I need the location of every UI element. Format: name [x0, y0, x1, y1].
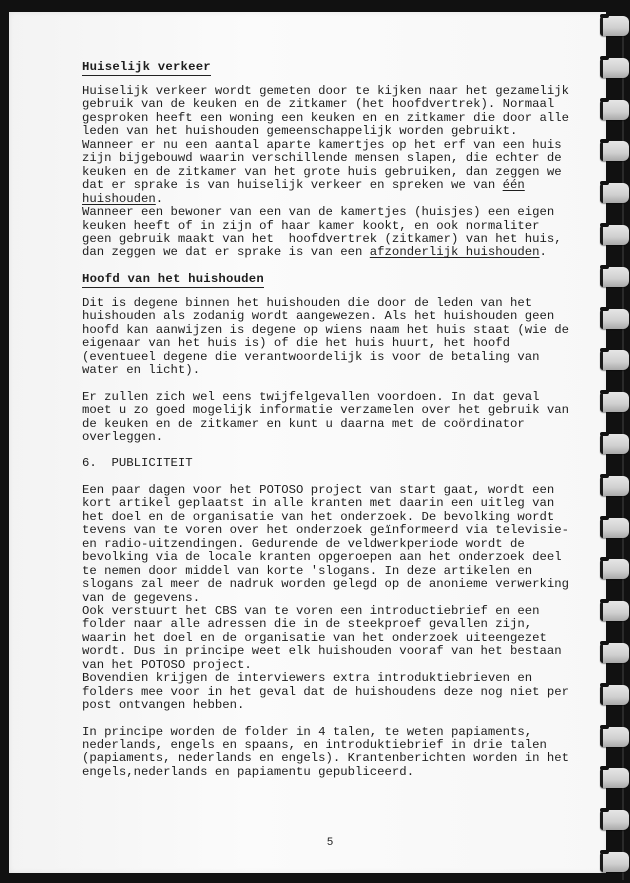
binding-ring — [600, 16, 629, 36]
text-line: het doel en de organisatie van het onderzoek. De bevolking wordt — [82, 509, 555, 524]
underlined-term-afzonderlijk-huishouden: afzonderlijk huishouden — [369, 245, 540, 260]
text-line: huishouden als zodanig wordt aangewezen. Als het huishouden geen — [82, 309, 555, 324]
binding-ring — [600, 183, 629, 203]
binding-ring — [600, 727, 629, 747]
text-line: van de gegevens. — [82, 590, 201, 605]
binding-ring — [600, 810, 629, 830]
paragraph-huiselijk-verkeer — [82, 85, 582, 260]
text-line: water en licht). — [82, 363, 201, 378]
text-line: (eventueel degene die verantwoordelijk is voor de betaling van — [82, 349, 540, 364]
binding-ring — [600, 58, 629, 78]
binding-ring — [600, 601, 629, 621]
binding-ring — [600, 518, 629, 538]
text-line: folder naar alle adressen die in de steekproef gevallen zijn, — [82, 617, 533, 632]
text-line: eigenaar van het huis is) of die het huis huurt, het hoofd — [82, 336, 511, 351]
text-line: folders mee voor in het geval dat de huishoudens deze nog niet per — [82, 684, 570, 699]
text-fragment: . — [155, 191, 164, 206]
binding-ring — [600, 100, 629, 120]
text-line: de keuken en de zitkamer en kunt u daarna met de coördinator — [82, 416, 525, 431]
text-line: slogans zal meer de nadruk worden gelegd op de anonieme verwerking — [82, 577, 570, 592]
text-line: van het POTOSO project. — [82, 657, 252, 672]
text-line: zijn bijgebouwd waarin verschillende mensen slapen, die echter de — [82, 151, 562, 166]
paragraph-hoofd-definition — [82, 297, 582, 378]
paragraph-twijfelgevallen — [82, 391, 582, 445]
spiral-binding — [596, 0, 630, 883]
text-line: keuken heeft of in zijn of haar kamer kookt, en ook normaliter — [82, 218, 540, 233]
text-line: In principe worden de folder in 4 talen, te weten papiaments, — [82, 724, 533, 739]
text-line: Een paar dagen voor het POTOSO project van start gaat, wordt een — [82, 482, 555, 497]
binding-ring — [600, 852, 629, 872]
text-fragment: dat er sprake is van huiselijk verkeer en spreken we van — [82, 178, 503, 193]
text-line: te nemen door middel van korte 'slogans. In deze artikelen en — [82, 563, 533, 578]
binding-ring — [600, 141, 629, 161]
text-line: Wanneer een bewoner van een van de kamertjes (huisjes) een eigen — [82, 205, 555, 220]
text-line: kort artikel geplaatst in alle kranten met daarin een uitleg van — [82, 496, 555, 511]
binding-ring — [600, 768, 629, 788]
paragraph-talen — [82, 726, 582, 780]
text-line — [82, 246, 582, 259]
binding-ring — [600, 559, 629, 579]
text-line: nederlands, engels en spaans, en introduktiebrief in drie talen — [82, 738, 547, 753]
text-line: moet u zo goed mogelijk informatie verzamelen over het gebruik van — [82, 403, 570, 418]
document-page — [9, 12, 606, 873]
binding-ring — [600, 434, 629, 454]
heading-publiciteit: 6. PUBLICITEIT — [82, 456, 193, 471]
text-line: wordt. Dus in principe weet elk huishouden vooraf van het bestaan — [82, 644, 562, 659]
text-line: leden van het huishouden gemeenschappelijk worden gebruikt. — [82, 124, 518, 139]
text-line: waarin het doel en de organisatie van het onderzoek uiteengezet — [82, 630, 547, 645]
text-line: Er zullen zich wel eens twijfelgevallen voordoen. In dat geval — [82, 389, 540, 404]
text-fragment: . — [539, 245, 547, 260]
binding-ring — [600, 350, 629, 370]
text-line: post ontvangen hebben. — [82, 698, 245, 713]
text-fragment: dan zeggen we dat er sprake is van een — [82, 245, 370, 260]
text-line: (papiaments, nederlands en engels). Krantenberichten worden in het — [82, 751, 570, 766]
binding-ring — [600, 225, 629, 245]
text-line: bevolking via de locale kranten opgeroepen aan het onderzoek deel — [82, 550, 562, 565]
text-line: en radio-uitzendingen. Gedurende de veldwerkperiode wordt de — [82, 536, 525, 551]
text-line — [82, 193, 582, 206]
text-line: hoofd kan aanwijzen is degene op wiens naam het huis staat (wie de — [82, 322, 570, 337]
underlined-term-een: één — [502, 178, 525, 193]
page-content — [82, 61, 582, 779]
text-line: Bovendien krijgen de interviewers extra introduktiebrieven en — [82, 671, 533, 686]
text-line: Ook verstuurt het CBS van te voren een introductiebrief en een — [82, 603, 540, 618]
underlined-term-huishouden: huishouden — [82, 191, 156, 206]
text-line: Wanneer er nu een aantal aparte kamertjes op het erf van een huis — [82, 137, 562, 152]
heading-hoofd-van-het-huishouden: Hoofd van het huishouden — [82, 271, 264, 286]
text-line: Dit is degene binnen het huishouden die door de leden van het — [82, 295, 533, 310]
binding-ring — [600, 643, 629, 663]
binding-ring — [600, 685, 629, 705]
text-line: keuken en de zitkamer van het grote huis gebruiken, dan zeggen we — [82, 164, 562, 179]
text-line: Huiselijk verkeer wordt gemeten door te kijken naar het gezamelijk — [82, 84, 570, 98]
heading-huiselijk-verkeer: Huiselijk verkeer — [82, 60, 211, 74]
text-line: engels,nederlands en papiamentu gepubliceerd. — [82, 764, 415, 779]
binding-ring — [600, 267, 629, 287]
binding-ring — [600, 392, 629, 412]
binding-ring — [600, 309, 629, 329]
binding-ring — [600, 476, 629, 496]
text-line: overleggen. — [82, 429, 164, 444]
text-line: tevens van te voren over het onderzoek geïnformeerd via televisie- — [82, 523, 570, 538]
page-number: 5 — [327, 836, 334, 848]
paragraph-publiciteit — [82, 484, 582, 713]
text-line: gesproken heeft een woning een keuken en en zitkamer die door alle — [82, 110, 570, 125]
text-line — [82, 179, 582, 192]
text-line: geen gebruik maakt van het hoofdvertrek (zitkamer) van het huis, — [82, 231, 562, 246]
text-line: gebruik van de keuken en de zitkamer (het hoofdvertrek). Normaal — [82, 97, 555, 112]
